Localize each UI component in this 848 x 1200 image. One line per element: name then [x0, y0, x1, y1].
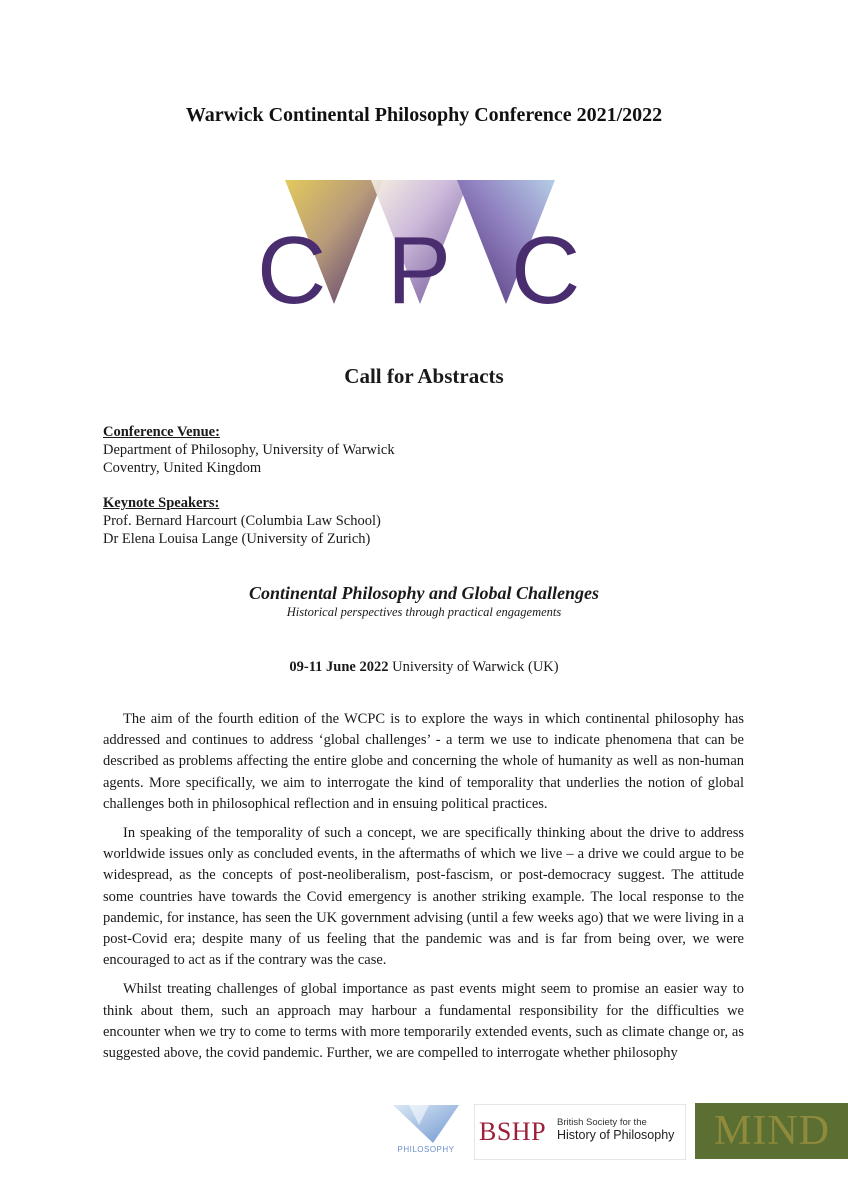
call-for-abstracts-heading: Call for Abstracts [344, 364, 504, 388]
mind-logo [695, 1103, 848, 1159]
venue-block [103, 423, 395, 477]
keynote-speaker: Prof. Bernard Harcourt (Columbia Law School) [103, 513, 381, 529]
theme-subtitle: Historical perspectives through practical engagements [286, 605, 562, 619]
logo-letter-c1: C [257, 217, 327, 316]
keynote-label: Keynote Speakers: [103, 495, 220, 511]
theme-title: Continental Philosophy and Global Challenges [248, 583, 600, 603]
body-paragraph: The aim of the fourth edition of the WCPC is to explore the ways in which continental philosophy has addressed and continues to address ‘global challenges’ - a term we use to indicate phenomena that can be described as problems affecting the entire globe and concerning the whole of humanity as well as non-human agents. More specifically, we aim to interrogate the kind of temporality that underlies the notion of global challenges both in philosophical reflection and in ensuing political practices. [103, 711, 744, 812]
keynote-speaker: Dr Elena Louisa Lange (University of Zurich) [103, 531, 371, 547]
conference-title: Warwick Continental Philosophy Conference 2021/2022 [185, 104, 663, 126]
conference-place: University of Warwick (UK) [392, 659, 559, 675]
venue-line: Coventry, United Kingdom [103, 460, 262, 476]
bshp-line: History of Philosophy [557, 1128, 675, 1142]
philosophy-label: PHILOSOPHY [397, 1145, 455, 1154]
bshp-line: British Society for the [557, 1117, 647, 1128]
wcpc-logo [255, 176, 585, 316]
mind-label: MIND [714, 1108, 830, 1154]
logo-letter-c2: C [511, 217, 581, 316]
bshp-full-name [557, 1117, 683, 1143]
keynote-block [103, 494, 381, 548]
body-paragraph: Whilst treating challenges of global importance as past events might seem to promise an easier way to think about them, such an approach may harbour a fundamental responsibility for the difficulties we encounter when we try to come to terms with more temporarily extended events, such as climate change or, as suggested above, the covid pandemic. Further, we are compelled to interrogate whether philosophy [103, 981, 744, 1062]
venue-label: Conference Venue: [103, 424, 220, 440]
conference-dates: 09-11 June 2022 [289, 659, 389, 675]
logo-letter-p: P [387, 217, 452, 316]
body-text [103, 709, 744, 1072]
body-paragraph: In speaking of the temporality of such a concept, we are specifically thinking about the drive to address worldwide issues only as concluded events, in the aftermaths of which we live – a drive we could argue to be widespread, as the concepts of post-neoliberalism, post-fascism, or post-democracy suggest. The attitude some countries have towards the Covid emergency is another striking example. The local response to the pandemic, for instance, has seen the UK government advising (until a few weeks ago) that we were living in a post-Covid era; despite many of us feeling that the pandemic was and is far from being over, we were encouraged to act as if the contrary was the case. [103, 825, 744, 969]
venue-line: Department of Philosophy, University of Warwick [103, 442, 395, 458]
bshp-logo [474, 1104, 686, 1160]
philosophy-logo-icon [389, 1103, 463, 1145]
date-line [0, 659, 848, 676]
bshp-abbreviation: BSHP [479, 1117, 547, 1146]
philosophy-logo [389, 1103, 463, 1159]
